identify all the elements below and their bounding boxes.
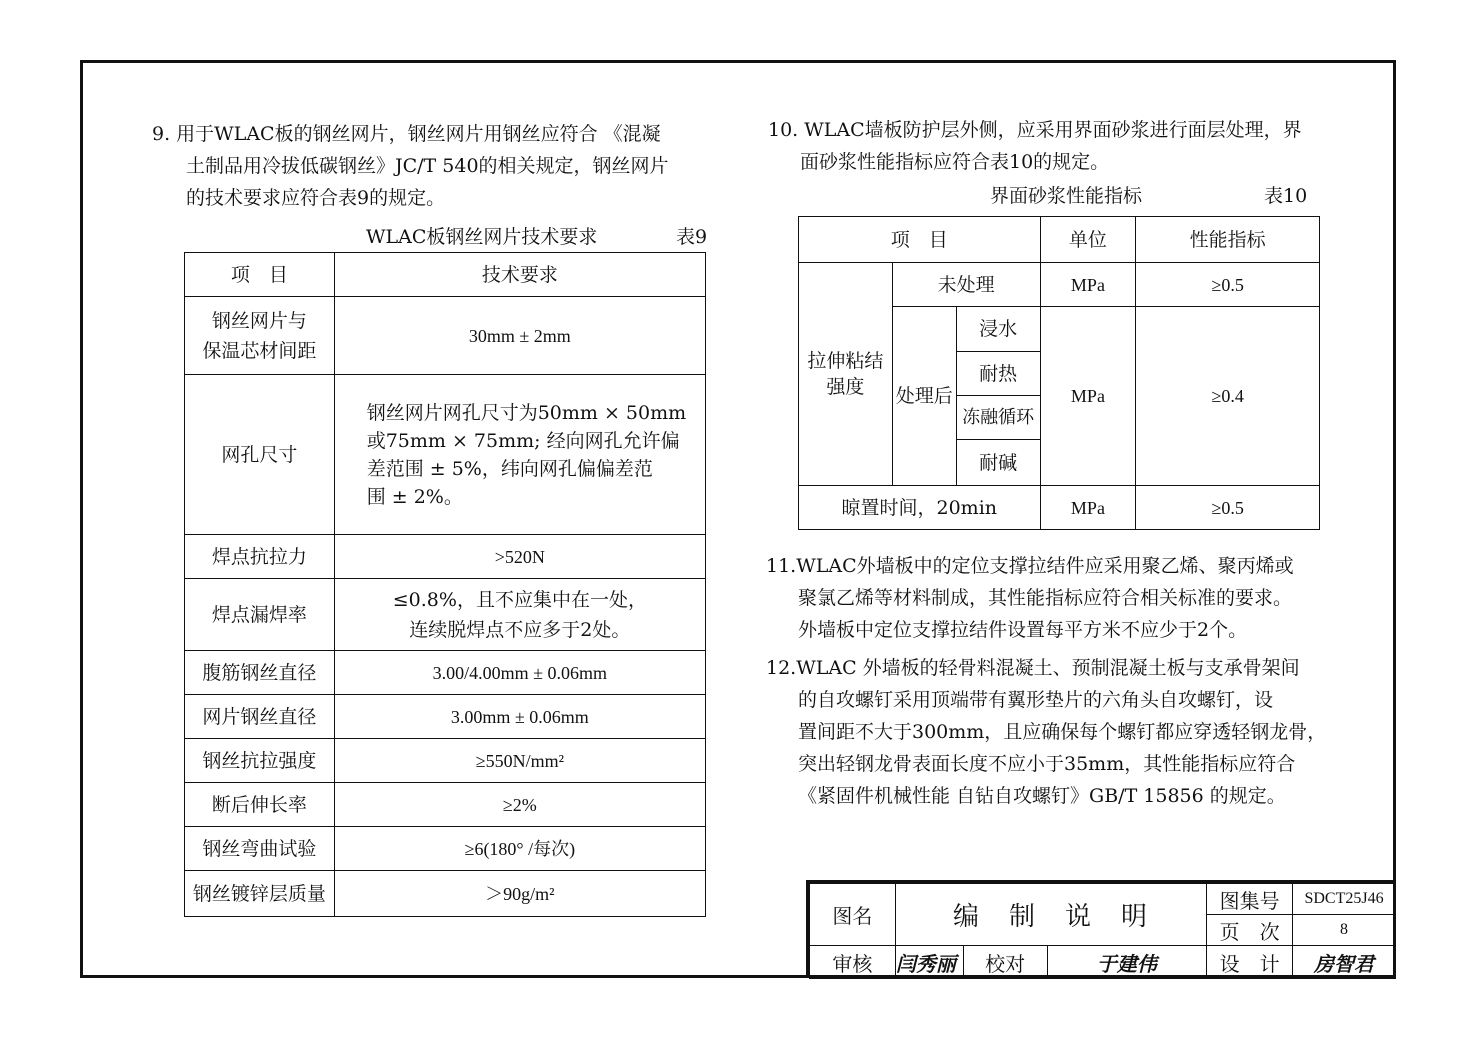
header-cell: 性能指标	[1136, 217, 1320, 263]
group-cell: 拉伸粘结强度	[799, 263, 893, 486]
design-label: 设 计	[1207, 946, 1293, 979]
table10	[798, 216, 1320, 530]
table-row	[185, 375, 706, 535]
cell-line: 连续脱焊点不应多于2处。	[409, 618, 631, 641]
item-cell: 钢丝抗拉强度	[185, 739, 335, 783]
table-header	[799, 217, 1320, 263]
cell-line: 差范围 ± 5%，纬向网孔偏偏差范	[366, 457, 653, 480]
para-line: 的技术要求应符合表9的规定。	[186, 187, 446, 209]
table10-caption: 界面砂浆性能指标	[990, 185, 1143, 207]
table-row	[185, 535, 706, 579]
review-label: 审核	[810, 946, 896, 979]
design-signature: 房智君	[1293, 946, 1396, 979]
para-line: 《紧固件机械性能 自钻自攻螺钉》GB/T 15856 的规定。	[798, 785, 1286, 807]
req-cell: 3.00/4.00mm ± 0.06mm	[334, 651, 705, 695]
para-line: 10. WLAC墙板防护层外侧，应采用界面砂浆进行面层处理，界	[768, 119, 1302, 141]
item-cell: 钢丝弯曲试验	[185, 827, 335, 871]
table-row	[185, 783, 706, 827]
table-row	[185, 651, 706, 695]
item-cell: 钢丝镀锌层质量	[185, 871, 335, 917]
cell-line: 钢丝网片网孔尺寸为50mm × 50mm	[366, 401, 687, 424]
table-header	[185, 253, 706, 297]
page-number: 8	[1293, 915, 1396, 946]
cell-line: 钢丝网片与	[211, 309, 307, 332]
item-cell	[185, 297, 335, 375]
drawing-name: 编 制 说 明	[895, 884, 1206, 946]
table-row	[185, 739, 706, 783]
item-cell: 网孔尺寸	[185, 375, 335, 535]
cell-line: 围 ± 2%。	[366, 485, 463, 508]
item-cell: 断后伸长率	[185, 783, 335, 827]
title-block-table	[809, 883, 1396, 979]
cell-line: 保温芯材间距	[202, 339, 317, 362]
para-line: 的自攻螺钉采用顶端带有翼形垫片的六角头自攻螺钉，设	[798, 689, 1274, 711]
item-cell: 焊点抗拉力	[185, 535, 335, 579]
item-cell: 网片钢丝直径	[185, 695, 335, 739]
req-cell: 30mm ± 2mm	[334, 297, 705, 375]
para-line: 突出轻钢龙骨表面长度不应小于35mm，其性能指标应符合	[798, 753, 1296, 775]
sub-item-cell: 耐碱	[956, 440, 1040, 486]
table9-caption: WLAC板钢丝网片技术要求	[366, 226, 598, 248]
paragraph-12	[766, 652, 1326, 812]
sub-item-cell: 耐热	[956, 352, 1040, 396]
para-line: 12.WLAC 外墙板的轻骨料混凝土、预制混凝土板与支承骨架间	[766, 657, 1300, 679]
value-cell: ≥0.5	[1136, 263, 1320, 307]
para-line: 面砂浆性能指标应符合表10的规定。	[800, 151, 1110, 173]
para-line: 置间距不大于300mm，且应确保每个螺钉都应穿透轻钢龙骨，	[798, 721, 1327, 743]
table-row	[185, 871, 706, 917]
sub-item-cell: 浸水	[956, 307, 1040, 352]
atlas-no-label: 图集号	[1207, 884, 1293, 915]
item-cell: 处理后	[892, 307, 956, 486]
table-row	[185, 695, 706, 739]
unit-cell: MPa	[1040, 486, 1136, 530]
paragraph-9	[152, 118, 669, 214]
req-cell	[334, 579, 705, 651]
check-signature: 于建伟	[1047, 946, 1207, 979]
paragraph-11	[766, 550, 1294, 646]
table10-label: 表10	[1264, 185, 1308, 207]
title-block	[806, 880, 1396, 978]
header-cell: 项 目	[185, 253, 335, 297]
paragraph-10	[768, 114, 1302, 178]
para-line: 11.WLAC外墙板中的定位支撑拉结件应采用聚乙烯、聚丙烯或	[766, 555, 1294, 577]
table9	[184, 252, 706, 917]
item-cell: 未处理	[892, 263, 1040, 307]
page-label: 页 次	[1207, 915, 1293, 946]
header-cell: 技术要求	[334, 253, 705, 297]
table9-label: 表9	[676, 226, 708, 248]
cell-line: 或75mm × 75mm; 经向网孔允许偏	[366, 429, 680, 452]
para-line: 土制品用冷拔低碳钢丝》JC/T 540的相关规定，钢丝网片	[186, 155, 669, 177]
item-cell: 腹筋钢丝直径	[185, 651, 335, 695]
req-cell	[334, 375, 705, 535]
req-cell: ≥6(180° /每次)	[334, 827, 705, 871]
header-cell: 单位	[1040, 217, 1136, 263]
unit-cell: MPa	[1040, 263, 1136, 307]
drawing-name-label: 图名	[810, 884, 896, 946]
sub-item-cell: 冻融循环	[956, 396, 1040, 440]
check-label: 校对	[963, 946, 1047, 979]
cell-line: ≤0.8%，且不应集中在一处，	[392, 588, 647, 611]
item-cell: 晾置时间，20min	[799, 486, 1041, 530]
value-cell: ≥0.5	[1136, 486, 1320, 530]
req-cell: ≥2%	[334, 783, 705, 827]
table-row	[185, 297, 706, 375]
table-row	[185, 579, 706, 651]
para-line: 聚氯乙烯等材料制成，其性能指标应符合相关标准的要求。	[798, 587, 1293, 609]
req-cell: >520N	[334, 535, 705, 579]
unit-cell: MPa	[1040, 307, 1136, 486]
req-cell: ＞90g/m²	[334, 871, 705, 917]
item-cell: 焊点漏焊率	[185, 579, 335, 651]
review-signature: 闫秀丽	[895, 946, 963, 979]
table-row	[799, 486, 1320, 530]
table-row	[799, 263, 1320, 307]
para-line: 外墙板中定位支撑拉结件设置每平方米不应少于2个。	[798, 619, 1248, 641]
atlas-no: SDCT25J46	[1293, 884, 1396, 915]
para-line: 9. 用于WLAC板的钢丝网片，钢丝网片用钢丝应符合 《混凝	[152, 123, 661, 145]
req-cell: 3.00mm ± 0.06mm	[334, 695, 705, 739]
table-row	[185, 827, 706, 871]
req-cell: ≥550N/mm²	[334, 739, 705, 783]
header-cell: 项 目	[799, 217, 1041, 263]
value-cell: ≥0.4	[1136, 307, 1320, 486]
